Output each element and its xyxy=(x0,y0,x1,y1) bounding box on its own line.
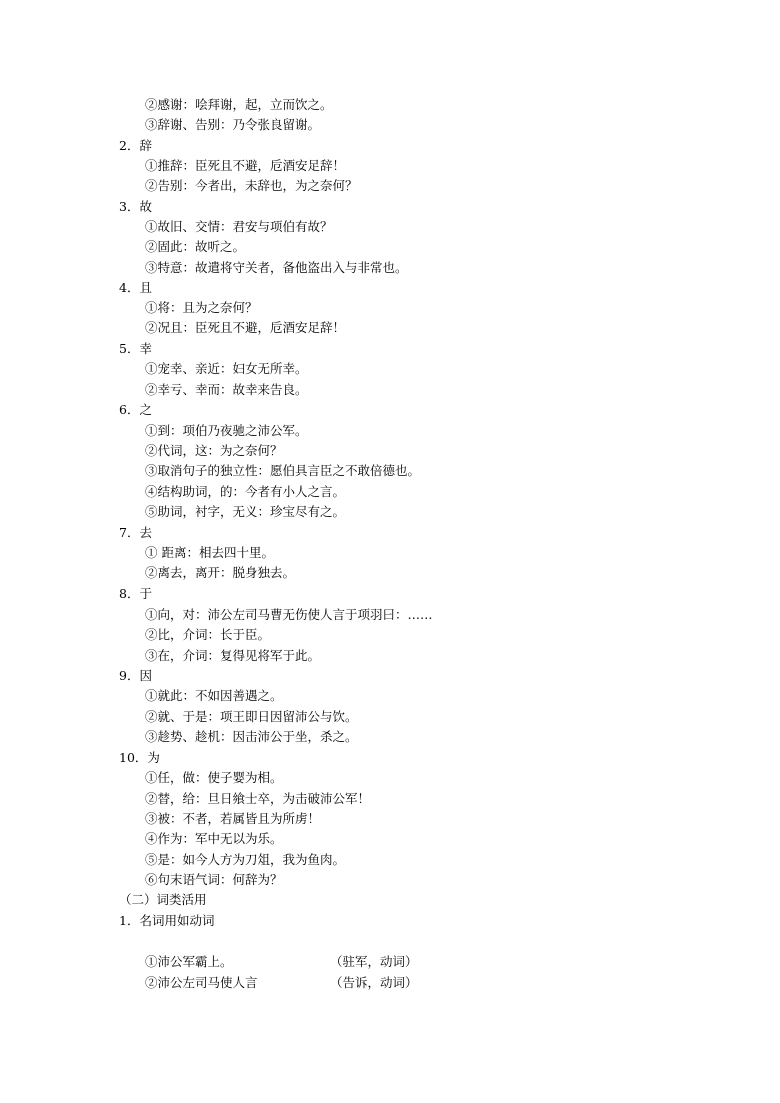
text-line: ③在，介词：复得见将军于此。 xyxy=(145,648,321,663)
text-line: ①就此：不如因善遇之。 xyxy=(145,688,283,703)
text-line: ①任，做：使子婴为相。 xyxy=(145,770,283,785)
entry-heading: 9．因 xyxy=(119,668,152,683)
text-line: ②告别：今者出，未辞也，为之奈何？ xyxy=(145,178,358,193)
text-line: ③趁势、趁机：因击沛公于坐，杀之。 xyxy=(145,729,358,744)
entry-heading: 3．故 xyxy=(119,199,152,214)
entry-heading: 10．为 xyxy=(119,750,160,765)
text-line: ⑤是：如今人方为刀俎，我为鱼肉。 xyxy=(145,852,346,867)
text-line: ②沛公左司马使人言 xyxy=(145,975,258,990)
text-line: ① 距离：相去四十里。 xyxy=(145,545,274,560)
entry-heading: 1．名词用如动词 xyxy=(119,913,215,928)
text-line: ②况且：臣死且不避，卮酒安足辞！ xyxy=(145,320,346,335)
text-line: ④作为：军中无以为乐。 xyxy=(145,831,283,846)
text-line: ②离去，离开：脱身独去。 xyxy=(145,565,296,580)
text-line: ①到：项伯乃夜驰之沛公军。 xyxy=(145,423,308,438)
text-line: ①向，对：沛公左司马曹无伤使人言于项羽曰：…… xyxy=(145,607,433,622)
text-line: ②比，介词：长于臣。 xyxy=(145,627,271,642)
text-line: ①沛公军霸上。 xyxy=(145,954,233,969)
text-line: ②感谢：哙拜谢，起，立而饮之。 xyxy=(145,97,333,112)
text-line: ②就、于是：项王即日因留沛公与饮。 xyxy=(145,709,358,724)
text-line: ②代词，这：为之奈何？ xyxy=(145,443,283,458)
text-line: ②替，给：旦日飨士卒，为击破沛公军！ xyxy=(145,791,371,806)
text-line: ④结构助词，的：今者有小人之言。 xyxy=(145,484,346,499)
entry-heading: 6．之 xyxy=(119,402,152,417)
entry-heading: 8．于 xyxy=(119,586,152,601)
section-heading: （二）词类活用 xyxy=(119,892,207,907)
entry-heading: 7．去 xyxy=(119,525,152,540)
entry-heading: 2．辞 xyxy=(119,138,152,153)
text-line: ③取消句子的独立性：愿伯具言臣之不敢倍德也。 xyxy=(145,463,421,478)
entry-heading: 5．幸 xyxy=(119,341,152,356)
text-line: ①宠幸、亲近：妇女无所幸。 xyxy=(145,361,308,376)
text-line: ③被：不者，若属皆且为所虏！ xyxy=(145,811,321,826)
text-line: ③辞谢、告别：乃令张良留谢。 xyxy=(145,117,321,132)
annotation: （告诉，动词） xyxy=(330,975,418,990)
text-line: ②固此：故听之。 xyxy=(145,239,246,254)
text-line: ①故旧、交情：君安与项伯有故？ xyxy=(145,219,333,234)
text-line: ①将：且为之奈何？ xyxy=(145,300,258,315)
text-line: ②幸亏、幸而：故幸来告良。 xyxy=(145,382,308,397)
annotation: （驻军，动词） xyxy=(330,954,418,969)
text-line: ⑤助词，衬字，无义：珍宝尽有之。 xyxy=(145,504,346,519)
text-line: ①推辞：臣死且不避，卮酒安足辞！ xyxy=(145,158,346,173)
entry-heading: 4．且 xyxy=(119,280,152,295)
text-line: ⑥句末语气词：何辞为？ xyxy=(145,872,283,887)
text-line: ③特意：故遣将守关者，备他盗出入与非常也。 xyxy=(145,260,408,275)
